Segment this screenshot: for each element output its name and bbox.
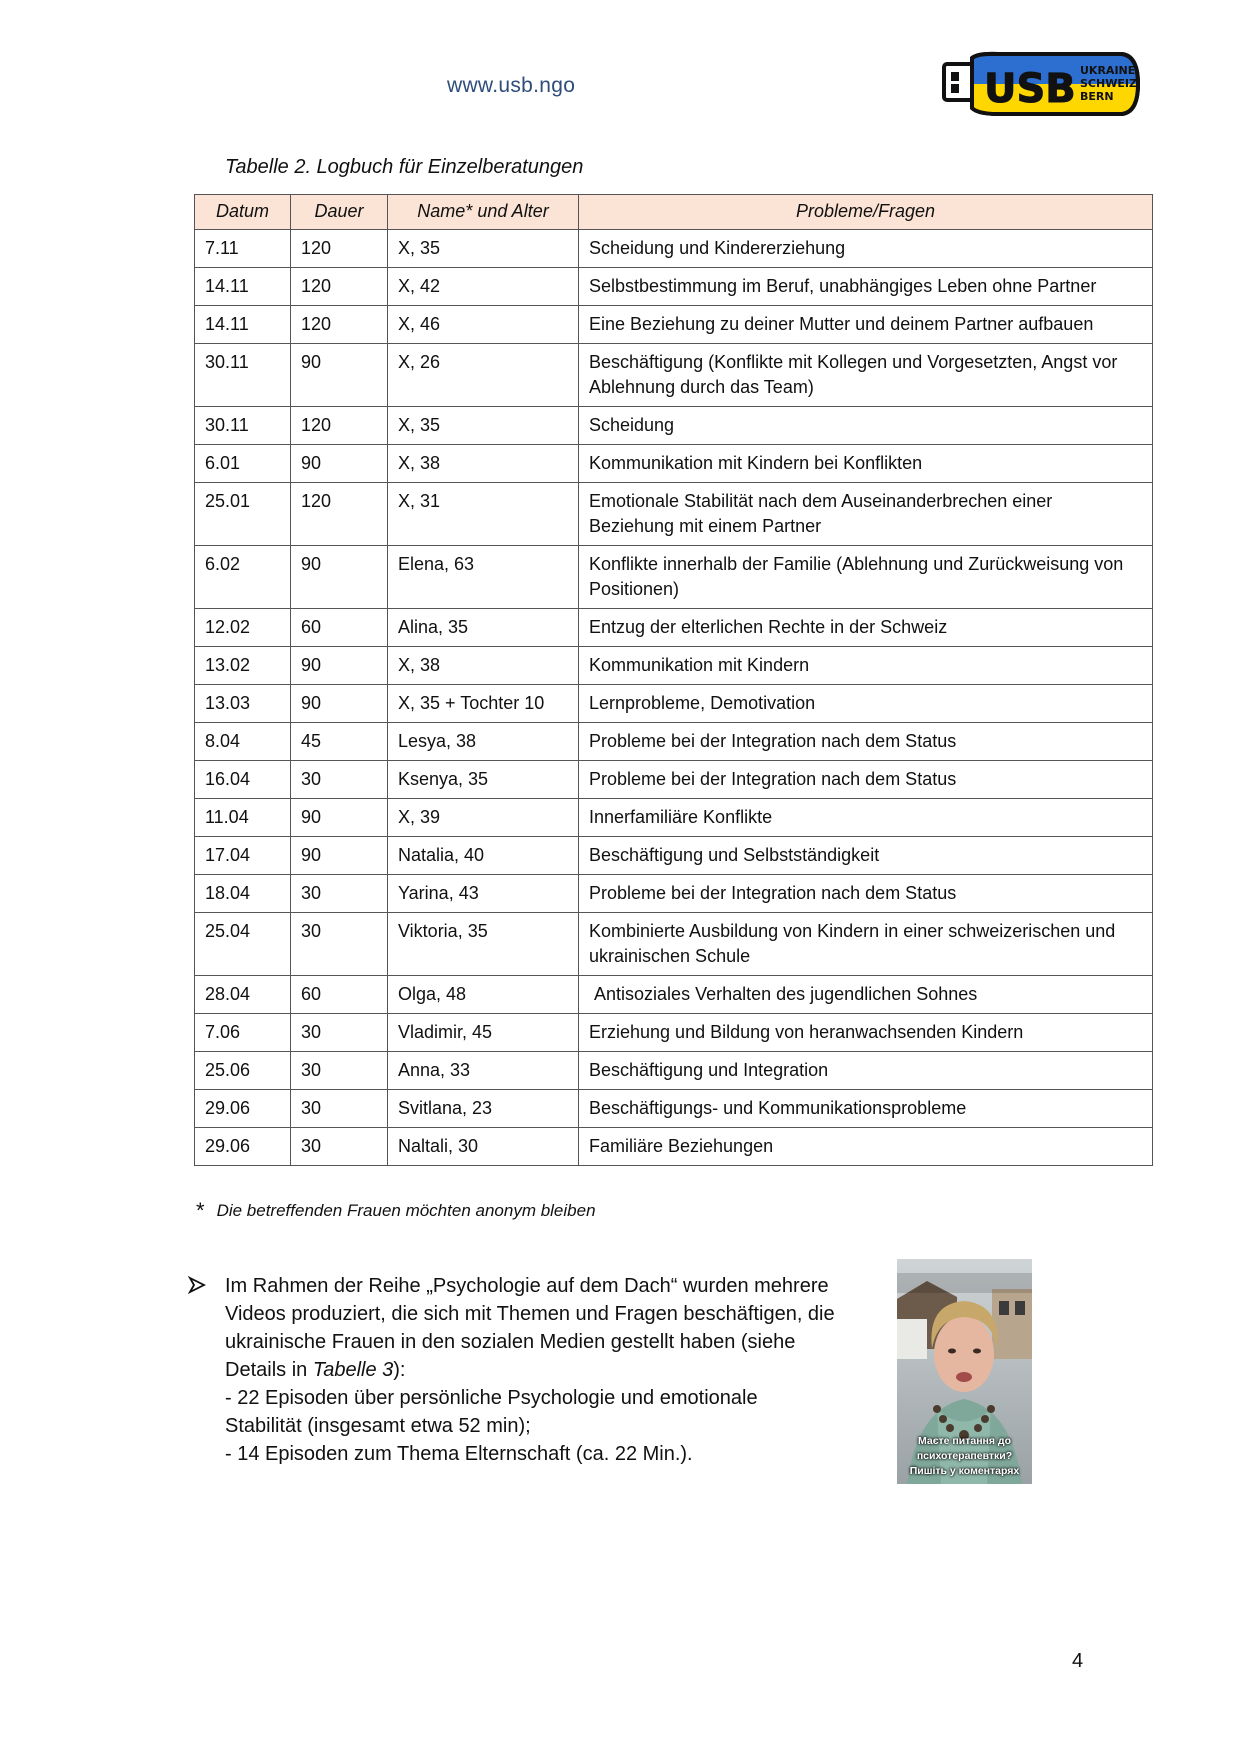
cell-problem: Beschäftigung und Integration: [579, 1052, 1153, 1090]
table-row: [195, 230, 1153, 268]
cell-name-age: X, 31: [388, 483, 579, 546]
consultation-log-table: [194, 194, 1153, 1166]
table-row: [195, 723, 1153, 761]
cell-problem: Scheidung: [579, 407, 1153, 445]
cell-duration: 30: [291, 1090, 388, 1128]
cell-problem: Innerfamiliäre Konflikte: [579, 799, 1153, 837]
cell-problem: Selbstbestimmung im Beruf, unabhängiges Leben ohne Partner: [579, 268, 1153, 306]
cell-name-age: X, 35: [388, 230, 579, 268]
cell-date: 8.04: [195, 723, 291, 761]
table-row: [195, 306, 1153, 344]
cell-duration: 120: [291, 306, 388, 344]
cell-duration: 30: [291, 761, 388, 799]
footnote-mark: *: [196, 1198, 205, 1223]
table-row: [195, 445, 1153, 483]
cell-problem: Kommunikation mit Kindern: [579, 647, 1153, 685]
cell-duration: 90: [291, 546, 388, 609]
cell-problem: Antisoziales Verhalten des jugendlichen Sohnes: [579, 976, 1153, 1014]
cell-name-age: Anna, 33: [388, 1052, 579, 1090]
cell-date: 25.04: [195, 913, 291, 976]
footnote: [196, 1196, 596, 1222]
cell-duration: 90: [291, 445, 388, 483]
cell-problem: Probleme bei der Integration nach dem Status: [579, 723, 1153, 761]
cell-problem: Familiäre Beziehungen: [579, 1128, 1153, 1166]
cell-name-age: Ksenya, 35: [388, 761, 579, 799]
table-row: [195, 875, 1153, 913]
cell-duration: 45: [291, 723, 388, 761]
cell-problem: Eine Beziehung zu deiner Mutter und deinem Partner aufbauen: [579, 306, 1153, 344]
table-row: [195, 685, 1153, 723]
table-row: [195, 976, 1153, 1014]
cell-duration: 30: [291, 1052, 388, 1090]
cell-date: 29.06: [195, 1090, 291, 1128]
cell-name-age: Natalia, 40: [388, 837, 579, 875]
table-row: [195, 799, 1153, 837]
cell-date: 30.11: [195, 344, 291, 407]
cell-duration: 30: [291, 1128, 388, 1166]
cell-problem: Beschäftigung und Selbstständigkeit: [579, 837, 1153, 875]
cell-problem: Scheidung und Kindererziehung: [579, 230, 1153, 268]
cell-name-age: Olga, 48: [388, 976, 579, 1014]
table-row: [195, 1052, 1153, 1090]
cell-name-age: Vladimir, 45: [388, 1014, 579, 1052]
cell-date: 18.04: [195, 875, 291, 913]
table-row: [195, 837, 1153, 875]
cell-name-age: X, 38: [388, 647, 579, 685]
table-row: [195, 761, 1153, 799]
cell-date: 6.01: [195, 445, 291, 483]
cell-duration: 60: [291, 609, 388, 647]
website-url: www.usb.ngo: [447, 74, 576, 97]
cell-duration: 90: [291, 344, 388, 407]
table-row: [195, 1014, 1153, 1052]
cell-duration: 120: [291, 407, 388, 445]
cell-problem: Erziehung und Bildung von heranwachsenden Kindern: [579, 1014, 1153, 1052]
cell-duration: 120: [291, 483, 388, 546]
table-row: [195, 647, 1153, 685]
thumbnail-overlay-line3: Пишіть у коментарях: [909, 1465, 1020, 1477]
cell-date: 28.04: [195, 976, 291, 1014]
cell-date: 7.11: [195, 230, 291, 268]
logo-main-text: USB: [984, 66, 1076, 112]
cell-date: 6.02: [195, 546, 291, 609]
table-caption: Tabelle 2. Logbuch für Einzelberatungen: [225, 156, 584, 178]
cell-duration: 90: [291, 685, 388, 723]
logo-line2: SCHWEIZ: [1080, 77, 1137, 90]
footnote-text: Die betreffenden Frauen möchten anonym bleiben: [216, 1201, 596, 1220]
logo-line1: UKRAINE: [1080, 64, 1136, 77]
cell-date: 14.11: [195, 268, 291, 306]
table-body: [195, 230, 1153, 1166]
header-date: Datum: [195, 195, 291, 230]
cell-problem: Kombinierte Ausbildung von Kindern in einer schweizerischen und ukrainischen Schule: [579, 913, 1153, 976]
cell-problem: Konflikte innerhalb der Familie (Ablehnung und Zurückweisung von Positionen): [579, 546, 1153, 609]
header-name-age: Name* und Alter: [388, 195, 579, 230]
table-row: [195, 546, 1153, 609]
header-problems: Probleme/Fragen: [579, 195, 1153, 230]
table-row: [195, 913, 1153, 976]
cell-name-age: Alina, 35: [388, 609, 579, 647]
table-row: [195, 609, 1153, 647]
cell-date: 13.03: [195, 685, 291, 723]
cell-problem: Probleme bei der Integration nach dem Status: [579, 875, 1153, 913]
table-row: [195, 1090, 1153, 1128]
logo-line3: BERN: [1080, 90, 1114, 103]
cell-date: 29.06: [195, 1128, 291, 1166]
cell-duration: 30: [291, 875, 388, 913]
cell-problem: Beschäftigungs- und Kommunikationsprobleme: [579, 1090, 1153, 1128]
usb-logo: [938, 50, 1142, 118]
table-row: [195, 1128, 1153, 1166]
cell-duration: 120: [291, 268, 388, 306]
cell-name-age: Yarina, 43: [388, 875, 579, 913]
page-number: 4: [1072, 1650, 1084, 1672]
cell-name-age: X, 42: [388, 268, 579, 306]
cell-date: 25.01: [195, 483, 291, 546]
cell-duration: 90: [291, 837, 388, 875]
cell-problem: Kommunikation mit Kindern bei Konflikten: [579, 445, 1153, 483]
cell-duration: 30: [291, 913, 388, 976]
cell-name-age: Viktoria, 35: [388, 913, 579, 976]
cell-duration: 90: [291, 647, 388, 685]
header-duration: Dauer: [291, 195, 388, 230]
cell-name-age: X, 35 + Tochter 10: [388, 685, 579, 723]
cell-name-age: Naltali, 30: [388, 1128, 579, 1166]
table-header-row: [195, 195, 1153, 230]
cell-problem: Lernprobleme, Demotivation: [579, 685, 1153, 723]
video-series-paragraph: Im Rahmen der Reihe „Psychologie auf dem Dach“ wurden mehrere Videos produziert, die sich mit Themen und Fragen beschäftigen, die ukrainische Frauen in den sozialen Medien gestellt haben (siehe Details in Tabelle 3): - 22 Episoden über persönliche Psychologie und emotionale Stabilität (insgesamt etwa 52 min); - 14 Episoden zum Thema Elternschaft (ca. 22 Min.).: [225, 1275, 835, 1465]
table-row: [195, 344, 1153, 407]
cell-name-age: X, 38: [388, 445, 579, 483]
table-row: [195, 483, 1153, 546]
cell-date: 13.02: [195, 647, 291, 685]
thumbnail-overlay-line1: Маєте питання до: [918, 1435, 1011, 1447]
cell-date: 17.04: [195, 837, 291, 875]
cell-date: 7.06: [195, 1014, 291, 1052]
cell-problem: Emotionale Stabilität nach dem Auseinanderbrechen einer Beziehung mit einem Partner: [579, 483, 1153, 546]
cell-date: 11.04: [195, 799, 291, 837]
cell-duration: 60: [291, 976, 388, 1014]
cell-name-age: Lesya, 38: [388, 723, 579, 761]
table-reference: Tabelle 3: [312, 1359, 394, 1381]
cell-date: 30.11: [195, 407, 291, 445]
cell-date: 25.06: [195, 1052, 291, 1090]
cell-name-age: X, 46: [388, 306, 579, 344]
cell-name-age: X, 35: [388, 407, 579, 445]
table-row: [195, 268, 1153, 306]
cell-problem: Beschäftigung (Konflikte mit Kollegen und Vorgesetzten, Angst vor Ablehnung durch das Team): [579, 344, 1153, 407]
cell-name-age: X, 39: [388, 799, 579, 837]
cell-date: 16.04: [195, 761, 291, 799]
cell-duration: 30: [291, 1014, 388, 1052]
cell-problem: Entzug der elterlichen Rechte in der Schweiz: [579, 609, 1153, 647]
thumbnail-overlay-line2: психотерапевтки?: [916, 1450, 1013, 1462]
cell-problem: Probleme bei der Integration nach dem Status: [579, 761, 1153, 799]
cell-name-age: Svitlana, 23: [388, 1090, 579, 1128]
cell-name-age: X, 26: [388, 344, 579, 407]
cell-date: 14.11: [195, 306, 291, 344]
video-thumbnail: [897, 1259, 1032, 1484]
cell-duration: 120: [291, 230, 388, 268]
cell-name-age: Elena, 63: [388, 546, 579, 609]
cell-duration: 90: [291, 799, 388, 837]
table-row: [195, 407, 1153, 445]
cell-date: 12.02: [195, 609, 291, 647]
arrow-bullet-icon: [188, 1276, 206, 1299]
